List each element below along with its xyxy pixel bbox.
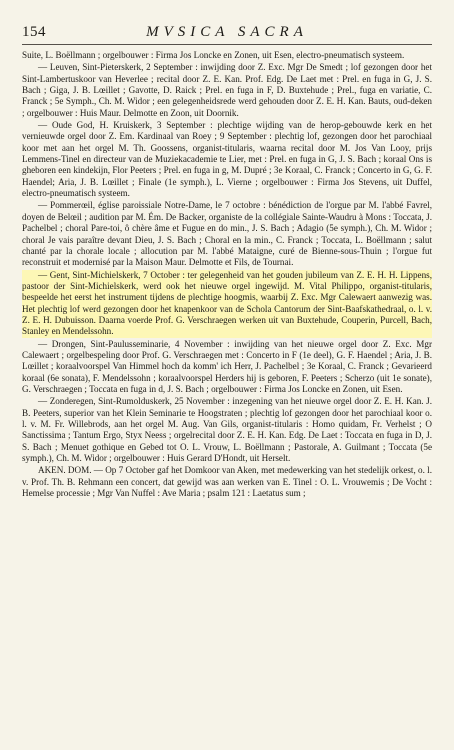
page-number: 154 (22, 24, 46, 40)
paragraph-zonderegen: — Zonderegen, Sint-Rumolduskerk, 25 November : inzegening van het nieuwe orgel door Z. E. H. Kan. J. B. Peeters, superior van het Klein Seminarie te Hoogstraten ; plechtig lof gezongen door het parochiaal koor o. l. v. M. Fr. Willebrods, aan het orgel M. Aug. Van Gils, organist-titularis : Homo quidam, Fr. Verhelst ; O Sanctissima ; Tantum Ergo, Styx Neess ; orgelrecital door Z. E. H. Kan. Edg. De Laet : Toccata en fuga in D, J. S. Bach ; Menuet gothique en Gebed tot O. L. Vrouw, L. Boëllmann ; Pastorale, A. Guilmant ; Toccata (5e symph.), Ch. M. Widor ; orgelbouwer : Huis Gerard D'Hondt, uit Herselt. (22, 396, 432, 464)
paragraph-leuven: — Leuven, Sint-Pieterskerk, 2 September : inwijding door Z. Exc. Mgr De Smedt ; lof gezongen door het Sint-Lambertuskoor van Heverlee ; recital door Z. E. Kan. Prof. Edg. De Laet met : Prel. en fuga in G, J. S. Bach ; Giga, J. B. Lœillet ; Gavotte, D. Raick ; Prel. en fuga in F, D. Buxtehude ; Prel., fuga en variatie, C. Franck ; 5e Symph., Ch. M. Widor ; een gelegenheidsrede werd gehouden door Z. E. H. Kan. Bauts, oud-deken ; orgelbouwer : Huis Maur. Delmotte en Zoon, uit Doornik. (22, 62, 432, 118)
page-body (22, 50, 432, 750)
paragraph-drongen: — Drongen, Sint-Paulusseminarie, 4 November : inwijding van het nieuwe orgel door Z. Exc. Mgr Calewaert ; orgelbespeling door Prof. G. Verschraegen met : Concerto in F (1e deel), G. F. Haendel ; Aria, J. B. Lœillet ; koraalvoorspel Van Himmel hoch da komm' ich Herr, J. Pachelbel ; 3e Koraal, C. Franck ; Gevarieerd koraal (6e sonata), F. Mendelssohn ; koraalvoorspel Herders hij is geboren, F. Peeters ; Scherzo (uit 1e sonate), G. Verschraegen ; Toccata en fuga in d, J. S. Bach ; orgelbouwer : Firma Jos Loncke en Zonen, uit Esen. (22, 338, 432, 394)
paragraph-pommeroeil: — Pommerœil, église paroissiale Notre-Dame, le 7 octobre : bénédiction de l'orgue par M. l'abbé Favrel, doyen de Belœil ; audition par M. Ém. De Backer, organiste de la collégiale Sainte-Waudru à Mons : Toccata, J. Pachelbel ; choral Pare-toi, ô chère âme et Fugue en do min., J. S. Bach ; Adagio (5e symph.), Ch. M. Widor ; choral Je vais paraître devant Dieu, J. S. Bach ; Choral en la min., C. Franck ; Toccata, L. Boëllmann ; salut chanté par la chorale locale ; allocution par M. l'abbé Mataigne, curé de Bienne-sous-Thuin ; l'orgue fut reconstruit et modernisé par la Maison Maur. Delmotte et Fils, de Tournai. (22, 200, 432, 268)
paragraph-oude-god: — Oude God, H. Kruiskerk, 3 September : plechtige wijding van de herop-gebouwde kerk en het vernieuwde orgel door Z. Em. Kardinaal van Roey ; 9 September : plechtig lof, gezongen door het parochiaal koor met aan het orgel M. Th. Goossens, organist-titularis, waarna recital door M. Jos Van Looy, prijs Lemmens-Tinel en directeur van de Muziekacademie te Lier, met : Prel. en fuga in G, J. S. Bach ; koraal Ons is gheboren een kindekijn, Flor Peeters ; Prel. en fuga in g, M. Dupré ; 3e Koraal, C. Franck ; Concerto in G, G. F. Haendel; Aria, J. B. Lœillet ; Finale (1e symph.), L. Vierne ; orgelbouwer : Firma Jos Stevens, uit Duffel, electro-pneumatisch systeem. (22, 120, 432, 199)
paragraph-gent-highlighted: — Gent, Sint-Michielskerk, 7 October : ter gelegenheid van het gouden jubileum van Z. E. H. H. Lippens, pastoor der Sint-Michielskerk, werd ook het nieuwe orgel ingewijd. M. Vital Philippo, organist-titularis, bespeelde het eerst het instrument tijdens de plechtige hoogmis, waarbij Z. Exc. Mgr Calewaert aanwezig was. Het plechtig lof werd gezongen door het knapenkoor van de Schola Cantorum der Sint-Baafskathedraal, o. l. v. Z. E. H. Dubuisson. Daarna voerde Prof. G. Verschraegen werken uit van Buxtehude, Couperin, Purcell, Bach, Stanley en Mendelssohn. (22, 269, 432, 337)
running-title: MVSICA SACRA (146, 24, 308, 40)
page-header (22, 24, 432, 45)
paragraph-aken-dom: AKEN. DOM. — Op 7 October gaf het Domkoor van Aken, met medewerking van het stedelijk orkest, o. l. v. Prof. Th. B. Rehmann een concert, dat gewijd was aan werken van E. Tinel : O. L. Vrouwemis ; De Vocht : Hemelse processie ; Mgr Van Nuffel : Ave Maria ; psalm 121 : Laetatus sum ; (22, 465, 432, 499)
paragraph-suite: Suite, L. Boëllmann ; orgelbouwer : Firma Jos Loncke en Zonen, uit Esen, electro-pneumatisch systeem. (22, 50, 405, 60)
